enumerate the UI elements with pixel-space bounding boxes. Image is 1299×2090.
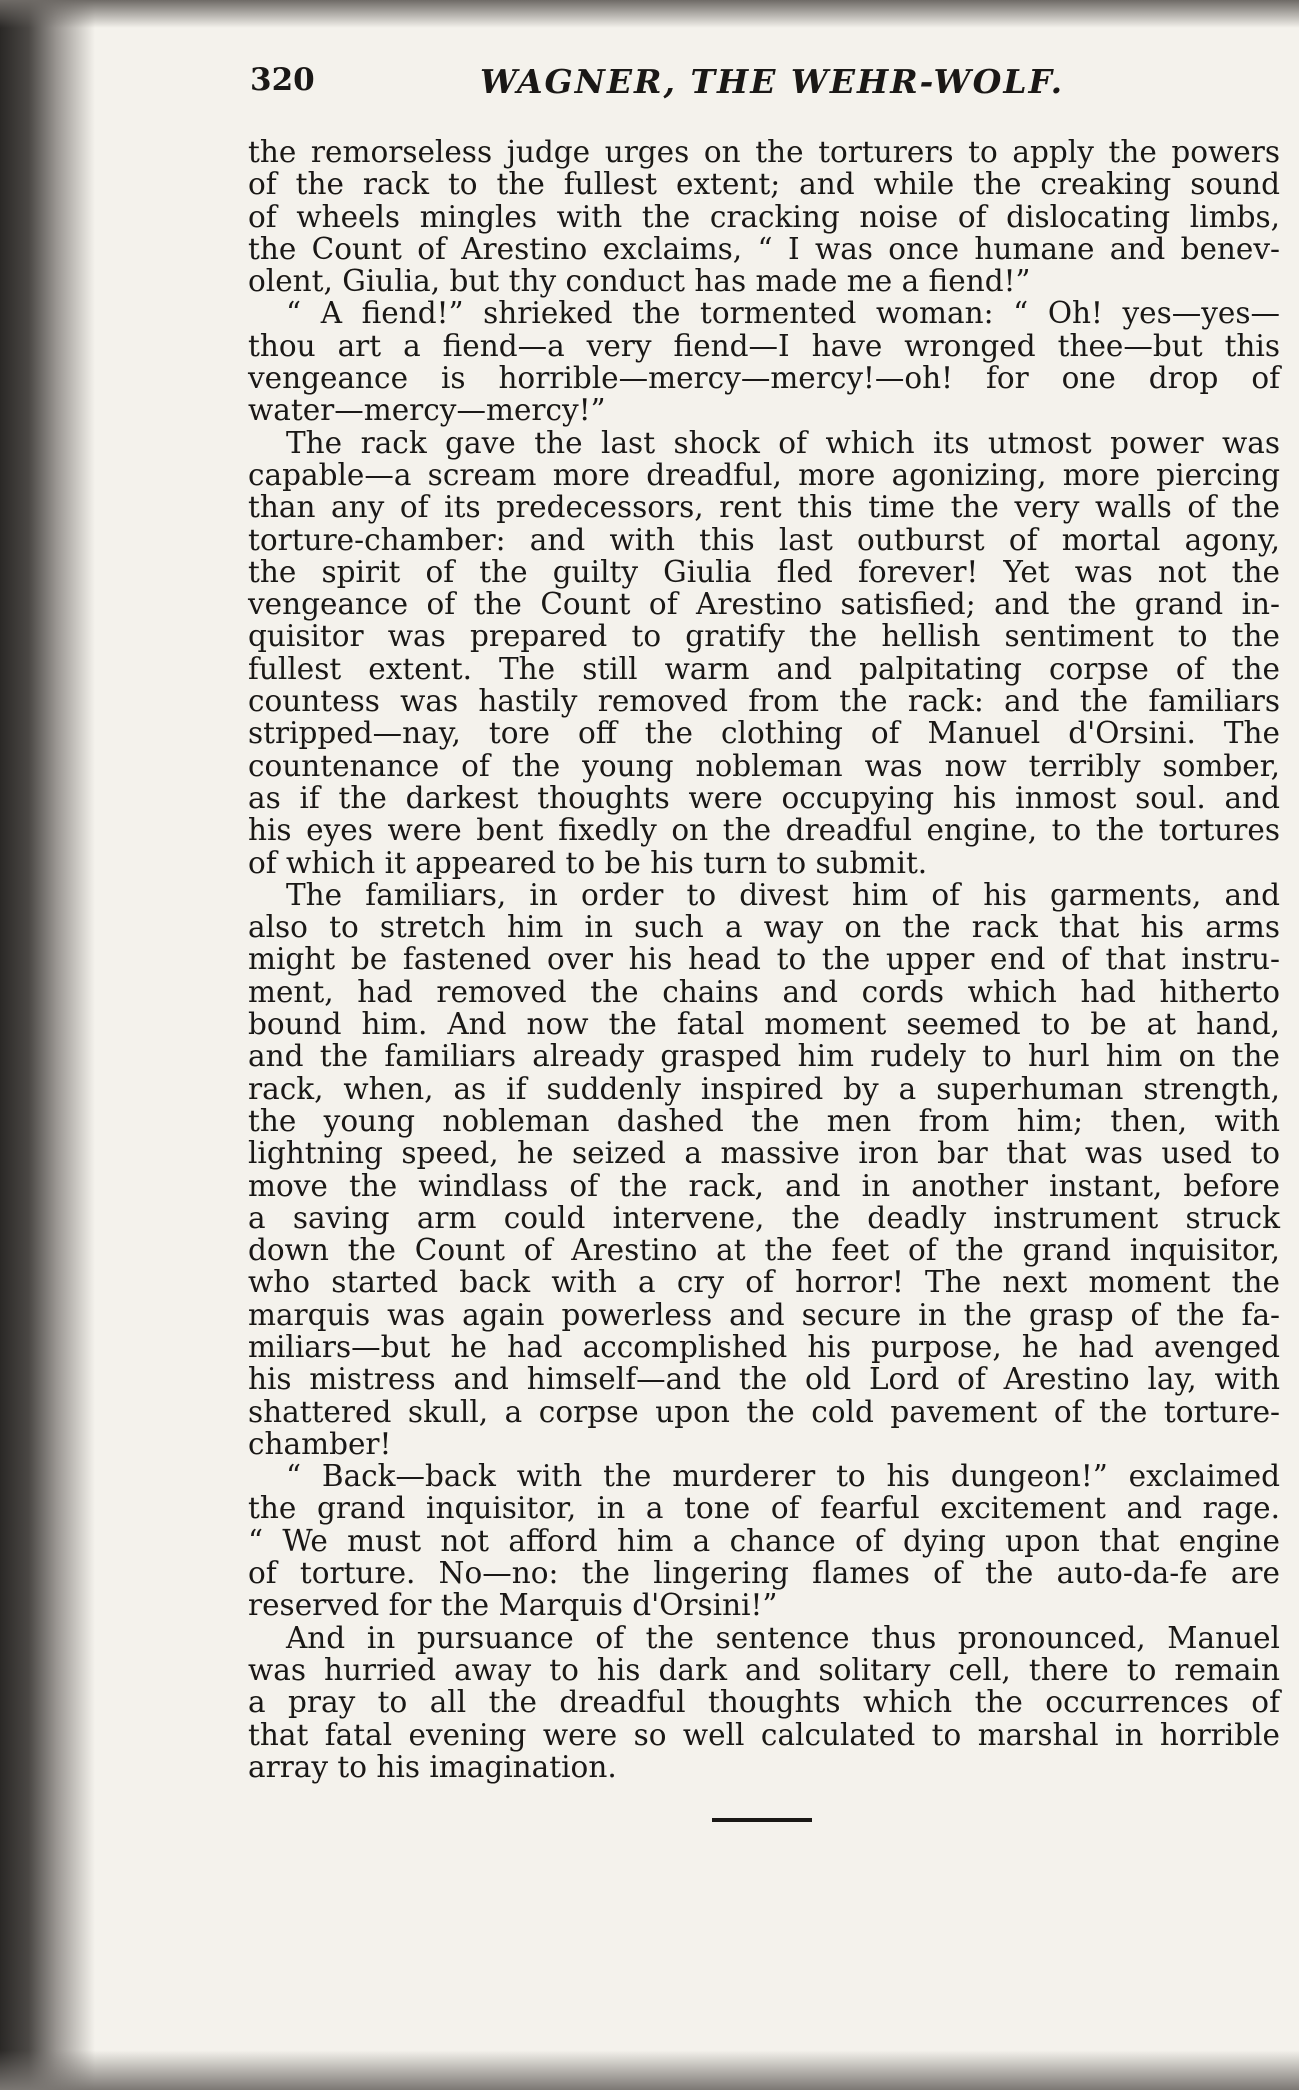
- text-line: was hurried away to his dark and solitary cell, there to remain: [248, 1652, 1280, 1687]
- text-line: down the Count of Arestino at the feet of the grand inquisitor,: [248, 1233, 1280, 1268]
- text-line: of wheels mingles with the cracking noise of dislocating limbs,: [248, 199, 1280, 234]
- text-line: who started back with a cry of horror! The next moment the: [248, 1265, 1280, 1300]
- text-line: might be fastened over his head to the upper end of that instru-: [248, 942, 1280, 977]
- text-line: vengeance is horrible—mercy—mercy!—oh! for one drop of: [248, 361, 1280, 396]
- text-line: his mistress and himself—and the old Lord of Arestino lay, with: [248, 1362, 1280, 1397]
- text-line: capable—a scream more dreadful, more agonizing, more piercing: [248, 457, 1280, 492]
- running-title: WAGNER, THE WEHR-WOLF.: [480, 62, 1065, 101]
- text-line: quisitor was prepared to gratify the hellish sentiment to the: [248, 619, 1280, 654]
- section-divider: [712, 1818, 812, 1822]
- text-line: miliars—but he had accomplished his purpose, he had avenged: [248, 1329, 1280, 1364]
- text-line: as if the darkest thoughts were occupying his inmost soul. and: [248, 780, 1280, 815]
- text-line: chamber!: [248, 1426, 392, 1461]
- text-line: than any of its predecessors, rent this time the very walls of the: [248, 490, 1280, 525]
- text-line: the grand inquisitor, in a tone of fearful excitement and rage.: [248, 1491, 1280, 1526]
- text-line: The familiars, in order to divest him of his garments, and: [286, 877, 1280, 912]
- scan-shadow-bottom: [0, 2050, 1299, 2090]
- text-line: of the rack to the fullest extent; and while the creaking sound: [248, 167, 1280, 202]
- body-text: [248, 136, 1280, 1783]
- text-line: reserved for the Marquis d'Orsini!”: [248, 1588, 778, 1623]
- text-line: that fatal evening were so well calculated to marshal in horrible: [248, 1717, 1280, 1752]
- text-line: bound him. And now the fatal moment seemed to be at hand,: [248, 1007, 1280, 1042]
- text-line: of which it appeared to be his turn to submit.: [248, 845, 928, 880]
- text-line: thou art a fiend—a very fiend—I have wronged thee—but this: [248, 328, 1280, 363]
- text-line: marquis was again powerless and secure in the grasp of the fa-: [248, 1297, 1280, 1332]
- page-number: 320: [250, 62, 315, 98]
- text-line: his eyes were bent fixedly on the dreadful engine, to the tortures: [248, 813, 1280, 848]
- text-line: a saving arm could intervene, the deadly instrument struck: [248, 1200, 1280, 1235]
- text-line: move the windlass of the rack, and in another instant, before: [248, 1168, 1280, 1203]
- text-line: the Count of Arestino exclaims, “ I was once humane and benev-: [248, 231, 1280, 266]
- text-line: ment, had removed the chains and cords which had hitherto: [248, 974, 1280, 1009]
- text-line: rack, when, as if suddenly inspired by a superhuman strength,: [248, 1071, 1280, 1106]
- text-line: countess was hastily removed from the rack: and the familiars: [248, 684, 1280, 719]
- text-line: shattered skull, a corpse upon the cold pavement of the torture-: [248, 1394, 1280, 1429]
- text-line: water—mercy—mercy!”: [248, 393, 606, 428]
- text-line: lightning speed, he seized a massive iron bar that was used to: [248, 1136, 1280, 1171]
- text-line: The rack gave the last shock of which its utmost power was: [286, 425, 1280, 460]
- text-line: countenance of the young nobleman was now terribly somber,: [248, 748, 1280, 783]
- text-line: olent, Giulia, but thy conduct has made me a fiend!”: [248, 264, 1031, 299]
- text-line: “ A fiend!” shrieked the tormented woman: “ Oh! yes—yes—: [286, 296, 1280, 331]
- scan-shadow-top: [0, 0, 1299, 28]
- text-line: fullest extent. The still warm and palpitating corpse of the: [248, 651, 1280, 686]
- text-line: the spirit of the guilty Giulia fled forever! Yet was not the: [248, 554, 1280, 589]
- page-header: [250, 62, 1280, 112]
- text-line: array to his imagination.: [248, 1749, 617, 1784]
- text-line: of torture. No—no: the lingering flames of the auto-da-fe are: [248, 1556, 1280, 1591]
- text-line: also to stretch him in such a way on the rack that his arms: [248, 910, 1280, 945]
- text-line: “ We must not afford him a chance of dying upon that engine: [248, 1523, 1280, 1558]
- text-line: “ Back—back with the murderer to his dungeon!” exclaimed: [286, 1459, 1280, 1494]
- text-line: vengeance of the Count of Arestino satisfied; and the grand in-: [248, 587, 1280, 622]
- text-line: and the familiars already grasped him rudely to hurl him on the: [248, 1039, 1280, 1074]
- scan-shadow-left: [0, 0, 95, 2090]
- text-line: torture-chamber: and with this last outburst of mortal agony,: [248, 522, 1280, 557]
- text-line: the remorseless judge urges on the torturers to apply the powers: [248, 135, 1280, 169]
- text-line: stripped—nay, tore off the clothing of Manuel d'Orsini. The: [248, 716, 1280, 751]
- text-line: the young nobleman dashed the men from him; then, with: [248, 1103, 1280, 1138]
- text-line: a pray to all the dreadful thoughts which the occurrences of: [248, 1685, 1280, 1720]
- text-line: And in pursuance of the sentence thus pronounced, Manuel: [286, 1620, 1280, 1655]
